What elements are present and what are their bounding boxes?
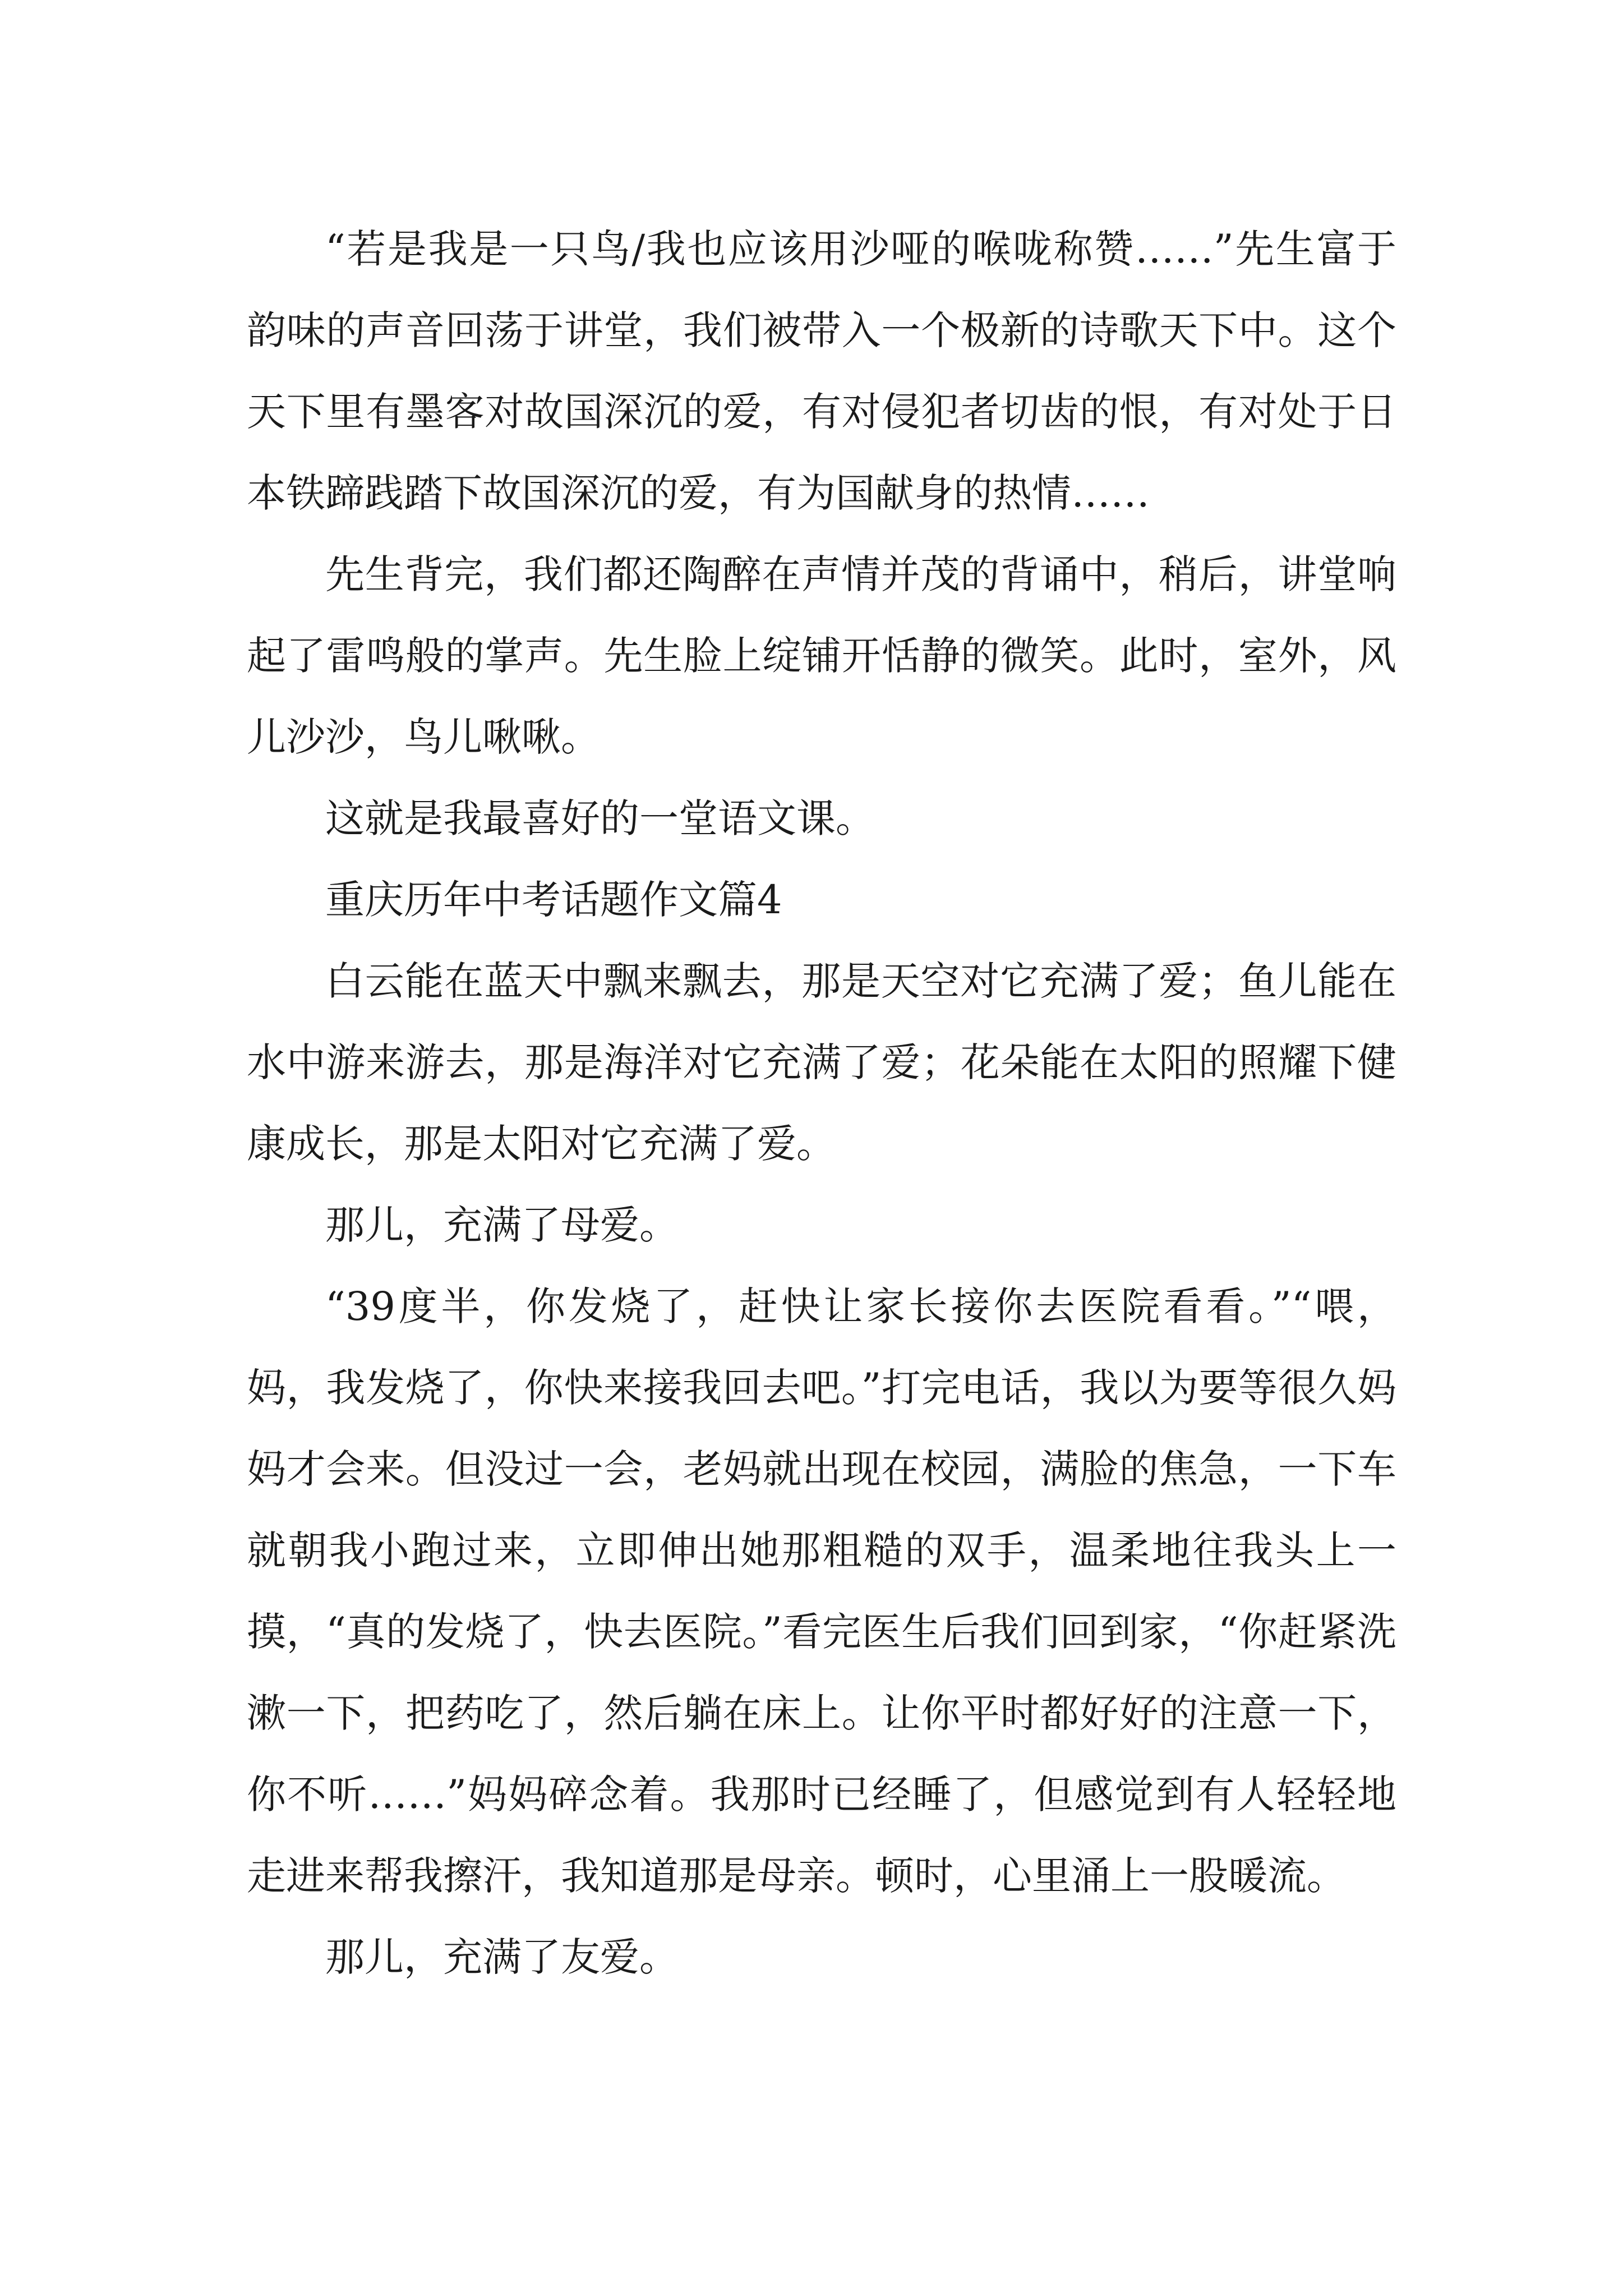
paragraph-poem-recital: “若是我是一只鸟/我也应该用沙哑的喉咙称赞……”先生富于韵味的声音回荡于讲堂，我们被带入一个极新的诗歌天下中。这个天下里有墨客对故国深沉的爱，有对侵犯者切齿的恨，有对处于日本铁蹄践踏下故国深沉的爱，有为国献身的热情…… (247, 226, 1396, 516)
paragraph-friendship: 那儿，充满了友爱。 (325, 1934, 679, 1980)
paragraph-favorite-class: 这就是我最喜好的一堂语文课。 (325, 795, 875, 841)
paragraph-fever-story: “39度半，你发烧了，赶快让家长接你去医院看看。”“喂，妈，我发烧了，你快来接我回去吧。”打完电话，我以为要等很久妈妈才会来。但没过一会，老妈就出现在校园，满脸的焦急，一下车就朝我小跑过来，立即伸出她那粗糙的双手，温柔地往我头上一摸，“真的发烧了，快去医院。”看完医生后我们回到家，“你赶紧洗漱一下，把药吃了，然后躺在床上。让你平时都好好的注意一下，你不听……”妈妈碎念着。我那时已经睡了，但感觉到有人轻轻地走进来帮我擦汗，我知道那是母亲。顿时，心里涌上一股暖流。 (247, 1283, 1396, 1899)
paragraph-motherly-love: 那儿，充满了母爱。 (325, 1202, 679, 1248)
paragraph-love-intro: 白云能在蓝天中飘来飘去，那是天空对它充满了爱；鱼儿能在水中游来游去，那是海洋对它充满了爱；花朵能在太阳的照耀下健康成长，那是太阳对它充满了爱。 (247, 958, 1396, 1167)
section-heading: 重庆历年中考话题作文篇4 (325, 877, 782, 923)
paragraph-applause: 先生背完，我们都还陶醉在声情并茂的背诵中，稍后，讲堂响起了雷鸣般的掌声。先生脸上绽铺开恬静的微笑。此时，室外，风儿沙沙，鸟儿啾啾。 (247, 551, 1396, 760)
article-body (247, 209, 1396, 1998)
